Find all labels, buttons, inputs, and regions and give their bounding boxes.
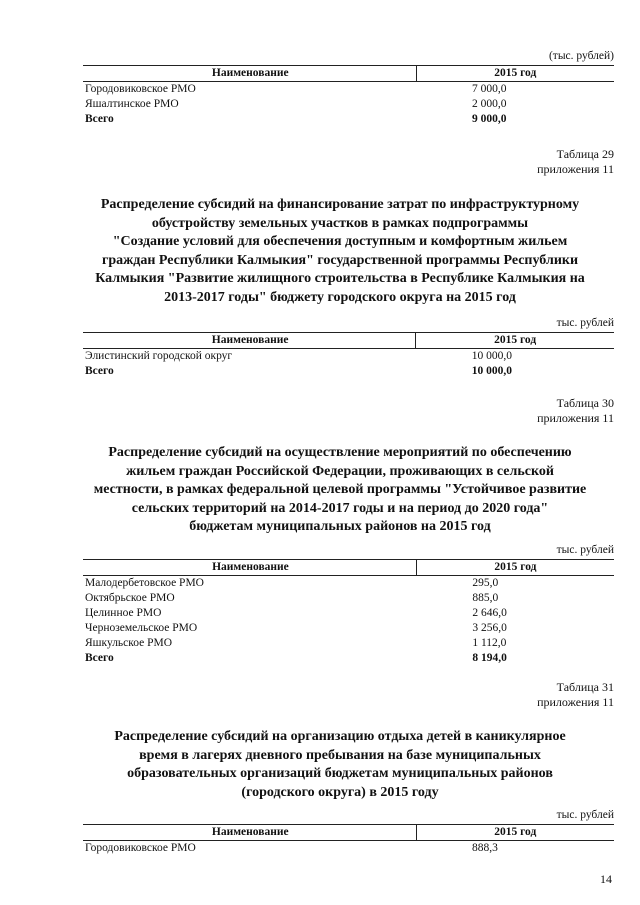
column-header-year: 2015 год <box>416 560 614 576</box>
column-header-year: 2015 год <box>416 66 614 82</box>
table-31 <box>83 824 614 856</box>
unit-label: (тыс. рублей) <box>548 50 614 62</box>
table-row: Яшалтинское РМО 2 000,0 <box>85 98 507 110</box>
table-total-row: Всего 9 000,0 <box>85 113 507 125</box>
table-total-row: Всего 8 194,0 <box>85 652 507 664</box>
column-header-name: Наименование <box>83 333 416 349</box>
unit-label: тыс. рублей <box>556 544 614 556</box>
table-top <box>83 65 614 127</box>
column-header-year: 2015 год <box>416 333 614 349</box>
table-30-ref: Таблица 30 приложения 11 <box>537 396 614 425</box>
column-header-name: Наименование <box>83 825 416 841</box>
column-header-name: Наименование <box>83 66 416 82</box>
table-30 <box>83 559 614 666</box>
table-31-title: Распределение субсидий на организацию отдыха детей в каникулярное время в лагерях дневного пребывания на базе муниципальных образовательных организаций бюджетам муниципальных районов (городского округа) в 2015 году <box>114 729 566 800</box>
table-row: Яшкульское РМО 1 112,0 <box>85 637 507 649</box>
table-row: Октябрьское РМО 885,0 <box>85 592 499 604</box>
table-row: Городовиковское РМО 888,3 <box>85 842 498 854</box>
table-row: Черноземельское РМО 3 256,0 <box>85 622 507 634</box>
column-header-name: Наименование <box>83 560 416 576</box>
unit-label: тыс. рублей <box>556 809 614 821</box>
table-29-ref: Таблица 29 приложения 11 <box>537 147 614 176</box>
table-30-title: Распределение субсидий на осуществление мероприятий по обеспечению жильем граждан Российской Федерации, проживающих в сельской местности, в рамках федеральной целевой программы "Устойчивое развитие сельских территорий на 2014-2017 годы и на период до 2020 года" бюджетам муниципальных районов на 2015 год <box>93 445 587 534</box>
table-row: Целинное РМО 2 646,0 <box>85 607 507 619</box>
column-header-year: 2015 год <box>416 825 614 841</box>
table-31-ref: Таблица 31 приложения 11 <box>537 680 614 709</box>
table-row: Городовиковское РМО 7 000,0 <box>85 83 507 95</box>
table-29 <box>83 332 614 379</box>
table-29-title: Распределение субсидий на финансирование затрат по инфраструктурному обустройству земельных участков в рамках подпрограммы "Создание условий для обеспечения доступным и комфортным жильем граждан Республики Калмыкия" государственной программы Республики Калмыкия "Развитие жилищного строительства в Республике Калмыкия на 2013-2017 годы" бюджету городского округа на 2015 год <box>95 197 585 305</box>
unit-label: тыс. рублей <box>556 317 614 329</box>
table-row: Малодербетовское РМО 295,0 <box>85 577 499 589</box>
table-row: Элистинский городской округ 10 000,0 <box>85 350 513 362</box>
table-total-row: Всего 10 000,0 <box>85 365 513 377</box>
page-number: 14 <box>600 872 612 886</box>
